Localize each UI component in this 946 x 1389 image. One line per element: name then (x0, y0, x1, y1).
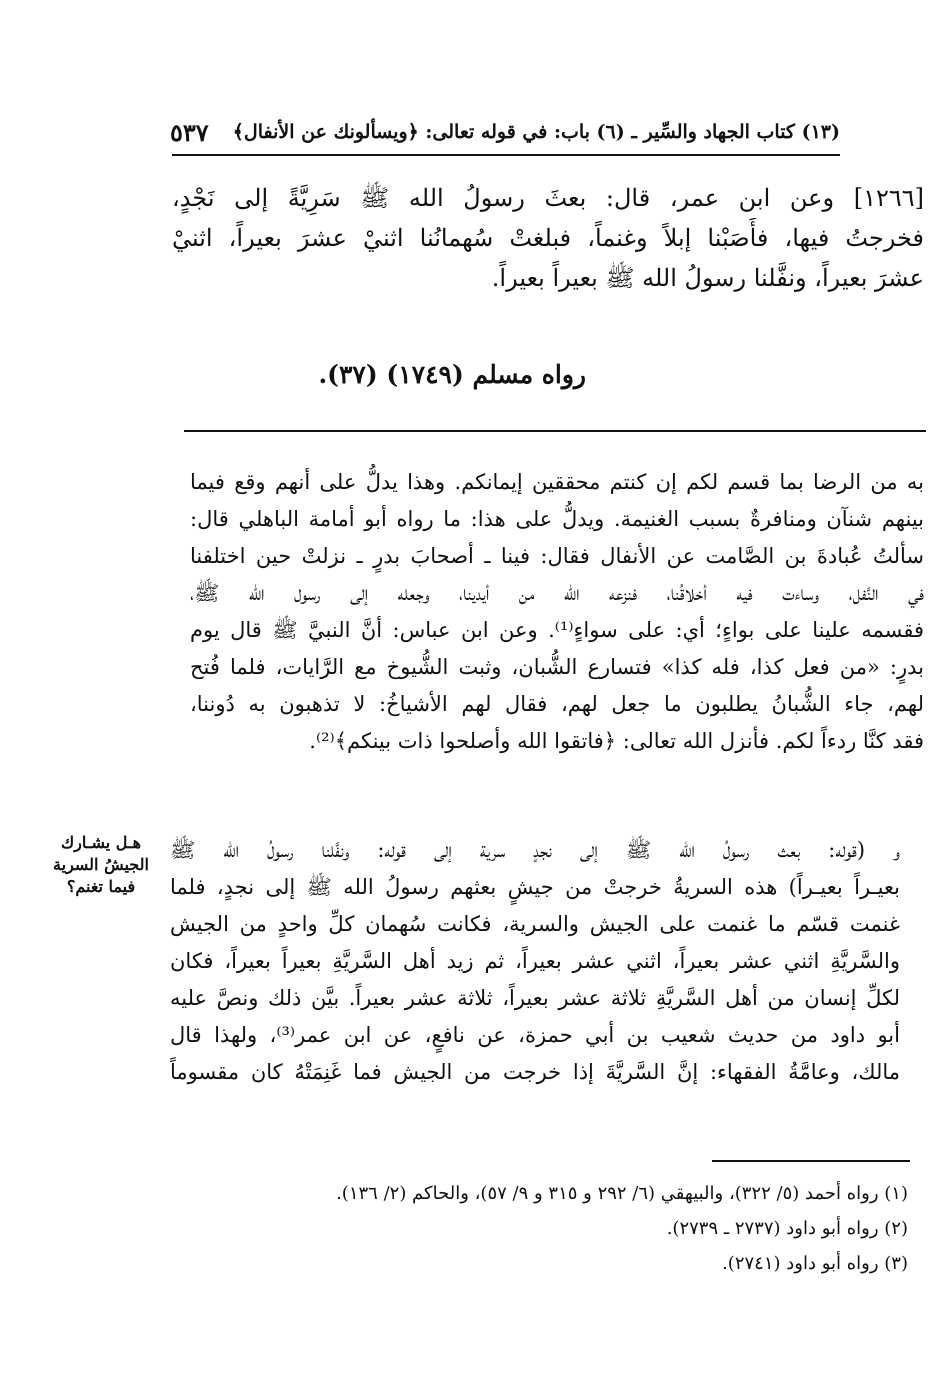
commentary-section-1 (190, 464, 924, 760)
commentary-line: فقسمه علينا على بواءٍ؛ أي: على سواءٍ⁽¹⁾. وعن ابن عباس: أنَّ النبيَّ ﷺ قال يوم (190, 618, 924, 642)
commentary-line: فقد كنَّا ردءاً لكم. فأنزل الله تعالى: ﴿فاتقوا الله وأصلحوا ذات بينكم﴾⁽²⁾. (309, 729, 924, 753)
hadith-line: [١٢٦٦] وعن ابن عمر، قال: بعثَ رسولُ الله ﷺ سَرِيَّةً إلى نَجْدٍ، (172, 184, 924, 212)
header-rule (172, 154, 840, 156)
commentary-line: في النَّفل، وساءت فيه أخلاقُنا، فنزعه الله من أيدينا، وجعله إلى رسول الله ﷺ، (190, 581, 924, 605)
commentary-line: والسَّريَّةِ اثني عشر بعيراً، اثني عشر بعيراً، ثم زيد أهل السَّريَّةِ بعيراً بعيراً، فكان (170, 949, 900, 973)
commentary-line: و (قوله: بعث رسولُ الله ﷺ إلى نجدٍ سرية إلى قوله: ونفَّلنا رسولُ الله ﷺ (170, 838, 900, 862)
commentary-line: لهم، جاء الشُّبانُ يطلبون ما جعل لهم، فقال لهم الأشياخُ: لا تذهبون به دُوننا، (190, 692, 924, 716)
footnote: (٣) رواه أبو داود (٢٧٤١). (722, 1253, 908, 1274)
hadith-text (172, 178, 924, 298)
footnote: (١) رواه أحمد (٥/ ٣٢٢)، والبيهقي (٦/ ٢٩٢ و ٣١٥ و ٩/ ٥٧)، والحاكم (٢/ ١٣٦). (336, 1183, 908, 1204)
section-divider (184, 430, 926, 432)
commentary-line: بينهم شنآن ومنافرةٌ بسبب الغنيمة. ويدلُّ على هذا: ما رواه أبو أمامة الباهلي قال: (190, 507, 924, 531)
commentary-line: سألتُ عُبادةَ بن الصَّامت عن الأنفال فقال: فينا ـ أصحابَ بدرٍ ـ نزلتْ حين اختلفنا (190, 544, 924, 568)
margin-note: هـل يشـارك الجيشُ السرية فيما تغنم؟ (53, 833, 149, 896)
commentary-line: به من الرضا بما قسم لكم إن كنتم محققين إيمانكم. وهذا يدلُّ على أنهم وقع فيما (190, 470, 924, 494)
header-title: (١٣) كتاب الجهاد والسِّير ـ (٦) باب: في قوله تعالى: ﴿ويسألونك عن الأنفال﴾ (232, 121, 840, 143)
running-header (170, 112, 840, 152)
hadith-source: رواه مسلم (١٧٤٩) (٣٧). (318, 360, 586, 389)
hadith-line: فخرجتُ فيها، فأَصَبْنا إبلاً وغنماً، فبلغتْ سُهمانُنا اثنيْ عشرَ بعيراً، اثنيْ (172, 224, 924, 252)
footnotes (190, 1176, 908, 1281)
commentary-line: مالك، وعامَّةُ الفقهاء: إنَّ السَّريَّةَ إذا خرجت من الجيش فما غَنِمَتْهُ كان مقسوماً (170, 1060, 900, 1084)
footnote-divider (712, 1160, 910, 1162)
page-number: ٥٣٧ (170, 117, 209, 147)
commentary-line: بعيـراً بعيـراً) هذه السريةُ خرجتْ من جيشٍ بعثهم رسولُ الله ﷺ إلى نجدٍ، فلما (170, 875, 900, 899)
commentary-section-2 (170, 832, 900, 1091)
commentary-line: أبو داود من حديث شعيب بن أبي حمزة، عن نافعٍ، عن ابن عمر⁽³⁾، ولهذا قال (170, 1023, 900, 1047)
footnote: (٢) رواه أبو داود (٢٧٣٧ ـ ٢٧٣٩). (666, 1218, 908, 1239)
hadith-line: عشرَ بعيراً، ونفَّلنا رسولُ الله ﷺ بعيراً بعيراً. (491, 264, 924, 292)
commentary-line: لكلِّ إنسان من أهل السَّريَّةِ ثلاثة عشر بعيراً، ثلاثة عشر بعيراً. بيَّن ذلك ونصَّ عليه (170, 986, 900, 1010)
commentary-line: بدرٍ: «من فعل كذا، فله كذا» فتسارع الشُّبان، وثبت الشُّيوخ مع الرَّايات، فلما فُتح (190, 655, 924, 679)
commentary-line: غنمت قسّم ما غنمت على الجيش والسرية، فكانت سُهمان كلِّ واحدٍ من الجيش (170, 912, 900, 936)
